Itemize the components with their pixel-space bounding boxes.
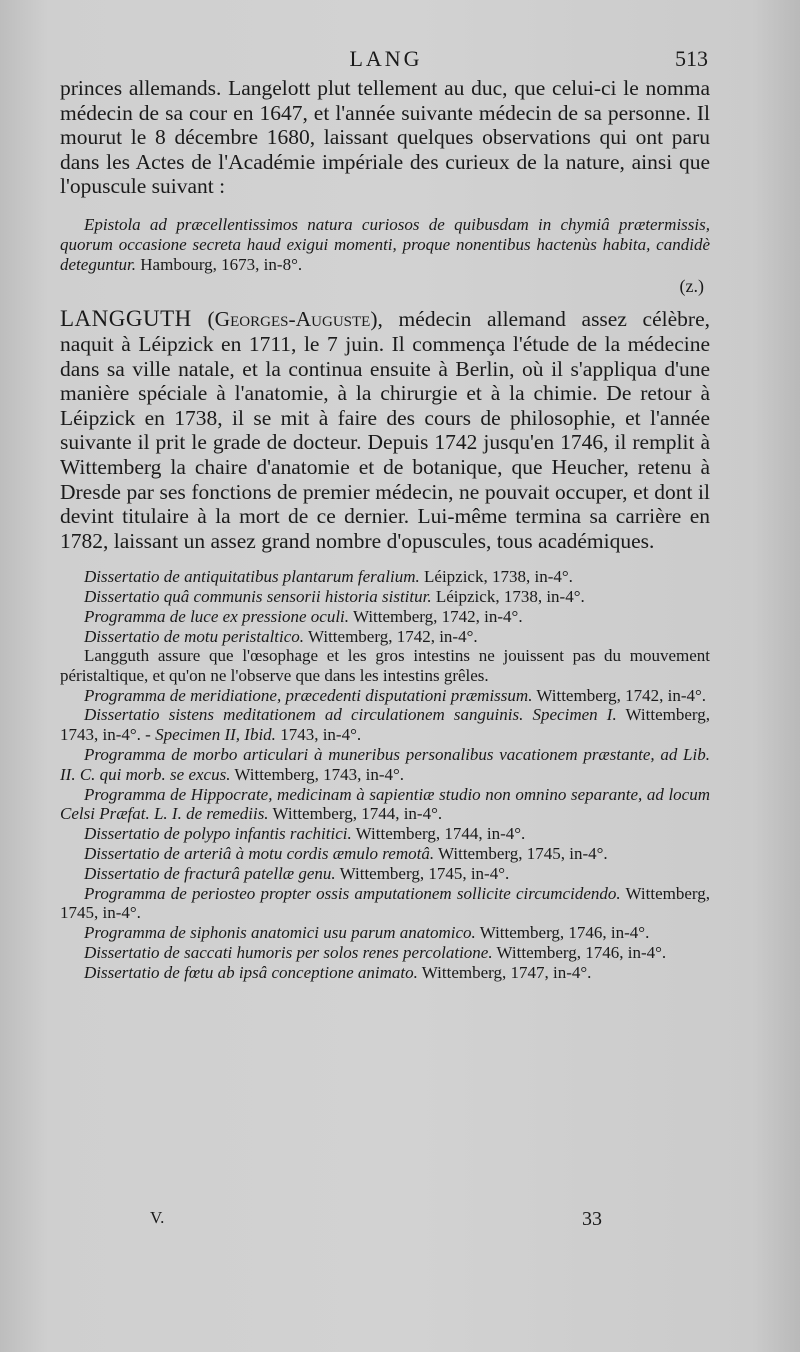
page-header [60, 46, 712, 76]
sheet-number: 33 [582, 1208, 602, 1230]
page-footer [150, 1208, 620, 1232]
entry-name: LANGGUTH [60, 306, 192, 332]
work-entry: Dissertatio de fracturâ patellæ genu. Wittemberg, 1745, in-4°. [84, 863, 510, 883]
page-number: 513 [675, 46, 708, 71]
commentary-note: Langguth assure que l'œsophage et les gros intestins ne jouissent pas du mouvement péristaltique, et qu'on ne l'observe que dans les intestins grêles. [60, 646, 710, 686]
work-entry: Programma de meridiatione, præcedenti disputationi præmissum. Wittemberg, 1742, in-4°. [84, 685, 707, 705]
work-entry: Dissertatio de fœtu ab ipsâ conceptione animato. Wittemberg, 1747, in-4°. [84, 962, 592, 982]
work-entry: Programma de morbo articulari à muneribus personalibus vacationem præstante, ad Lib. II. C. qui morb. se excus. Wittemberg, 1743, in-4°. [60, 745, 710, 784]
signature-mark: V. [150, 1208, 165, 1227]
running-head: LANG [349, 46, 423, 71]
entry-lang-text: princes allemands. Langelott plut tellement au duc, que celui-ci le nomma médecin de sa cour en 1647, et l'année suivante médecin de sa personne. Il mourut le 8 décembre 1680, laissant quelques observations qui ont paru dans les Actes de l'Académie impériale des curieux de la nature, ainsi que l'opuscule suivant : [60, 76, 710, 199]
work-entry: Dissertatio de motu peristaltico. Wittemberg, 1742, in-4°. [84, 626, 478, 646]
work-entry: Programma de luce ex pressione oculi. Wittemberg, 1742, in-4°. [84, 606, 523, 626]
entry-forenames: Georges-Auguste [214, 307, 371, 332]
work-entry: Programma de periosteo propter ossis amputationem sollicite circumcidendo. Wittemberg, 1745, in-4°. [60, 883, 710, 923]
entry-langguth-text: , médecin allemand assez célèbre, naquit à Léipzick en 1711, le 7 juin. Il commença l'étude de la médecine dans sa ville natale, et la continua ensuite à Berlin, où il s'appliqua d'une manière spéciale à l'anatomie, à la chirurgie et à la chimie. De retour à Léipzick en 1738, il se mit à faire des cours de philosophie, et l'année suivante il prit le grade de docteur. Depuis 1742 jusqu'en 1746, il remplit à Wittemberg la chaire d'anatomie et de botanique, que Heucher, retenu à Dresde par ses fonctions de premier médecin, ne pouvait occuper, et dont il devint titulaire à la mort de ce dernier. Lui-même termina sa carrière en 1782, laissant un assez grand nombre d'opuscules, tous académiques. [60, 307, 710, 553]
work-entry: Dissertatio de polypo infantis rachitici. Wittemberg, 1744, in-4°. [84, 824, 526, 844]
author-signature: (z.) [679, 276, 704, 297]
work-entry: Dissertatio sistens meditationem ad circulationem sanguinis. Specimen I. Wittemberg, 1743, in-4°. - Specimen II, Ibid. 1743, in-4°. [60, 705, 710, 745]
work-imprint: Hambourg, 1673, in-8°. [136, 254, 303, 274]
work-title: Epistola ad præcellentissimos natura curiosos de quibusdam in chymiâ prætermissis, quorum occasione secreta haud exigui momenti, proque nonentibus hactenùs habita, candidè deteguntur. [60, 214, 710, 274]
work-entry: Dissertatio de saccati humoris per solos renes percolatione. Wittemberg, 1746, in-4°. [84, 943, 667, 963]
work-entry: Dissertatio de antiquitatibus plantarum feralium. Léipzick, 1738, in-4°. [84, 567, 573, 587]
page-body [60, 76, 710, 983]
work-entry: Dissertatio de arteriâ à motu cordis æmulo remotâ. Wittemberg, 1745, in-4°. [84, 844, 608, 864]
entry-langguth: LANGGUTH (Georges-Auguste), médecin allemand assez célèbre, naquit à Léipzick en 1711, le 7 juin. Il commença l'étude de la médecine dans sa ville natale, et la continua ensuite à Berlin, où il s'appliqua d'une manière spéciale à l'anatomie, à la chirurgie et à la chimie. De retour à Léipzick en 1738, il se mit à faire des cours de philosophie, et l'année suivante il prit le grade de docteur. Depuis 1742 jusqu'en 1746, il remplit à Wittemberg la chaire d'anatomie et de botanique, que Heucher, retenu à Dresde par ses fonctions de premier médecin, ne pouvait occuper, et dont il devint titulaire à la mort de ce dernier. Lui-même termina sa carrière en 1782, laissant un assez grand nombre d'opuscules, tous académiques. [60, 306, 710, 553]
work-entry: Dissertatio quâ communis sensorii historia sistitur. Léipzick, 1738, in-4°. [84, 587, 585, 607]
work-entry: Programma de Hippocrate, medicinam à sapientiæ studio non omnino separante, ad locum Celsi Præfat. L. I. de remediis. Wittemberg, 1744, in-4°. [60, 784, 710, 824]
entry-lang-work [60, 215, 710, 274]
work-entry: Programma de siphonis anatomici usu parum anatomico. Wittemberg, 1746, in-4°. [84, 923, 650, 943]
works-list [60, 567, 710, 982]
